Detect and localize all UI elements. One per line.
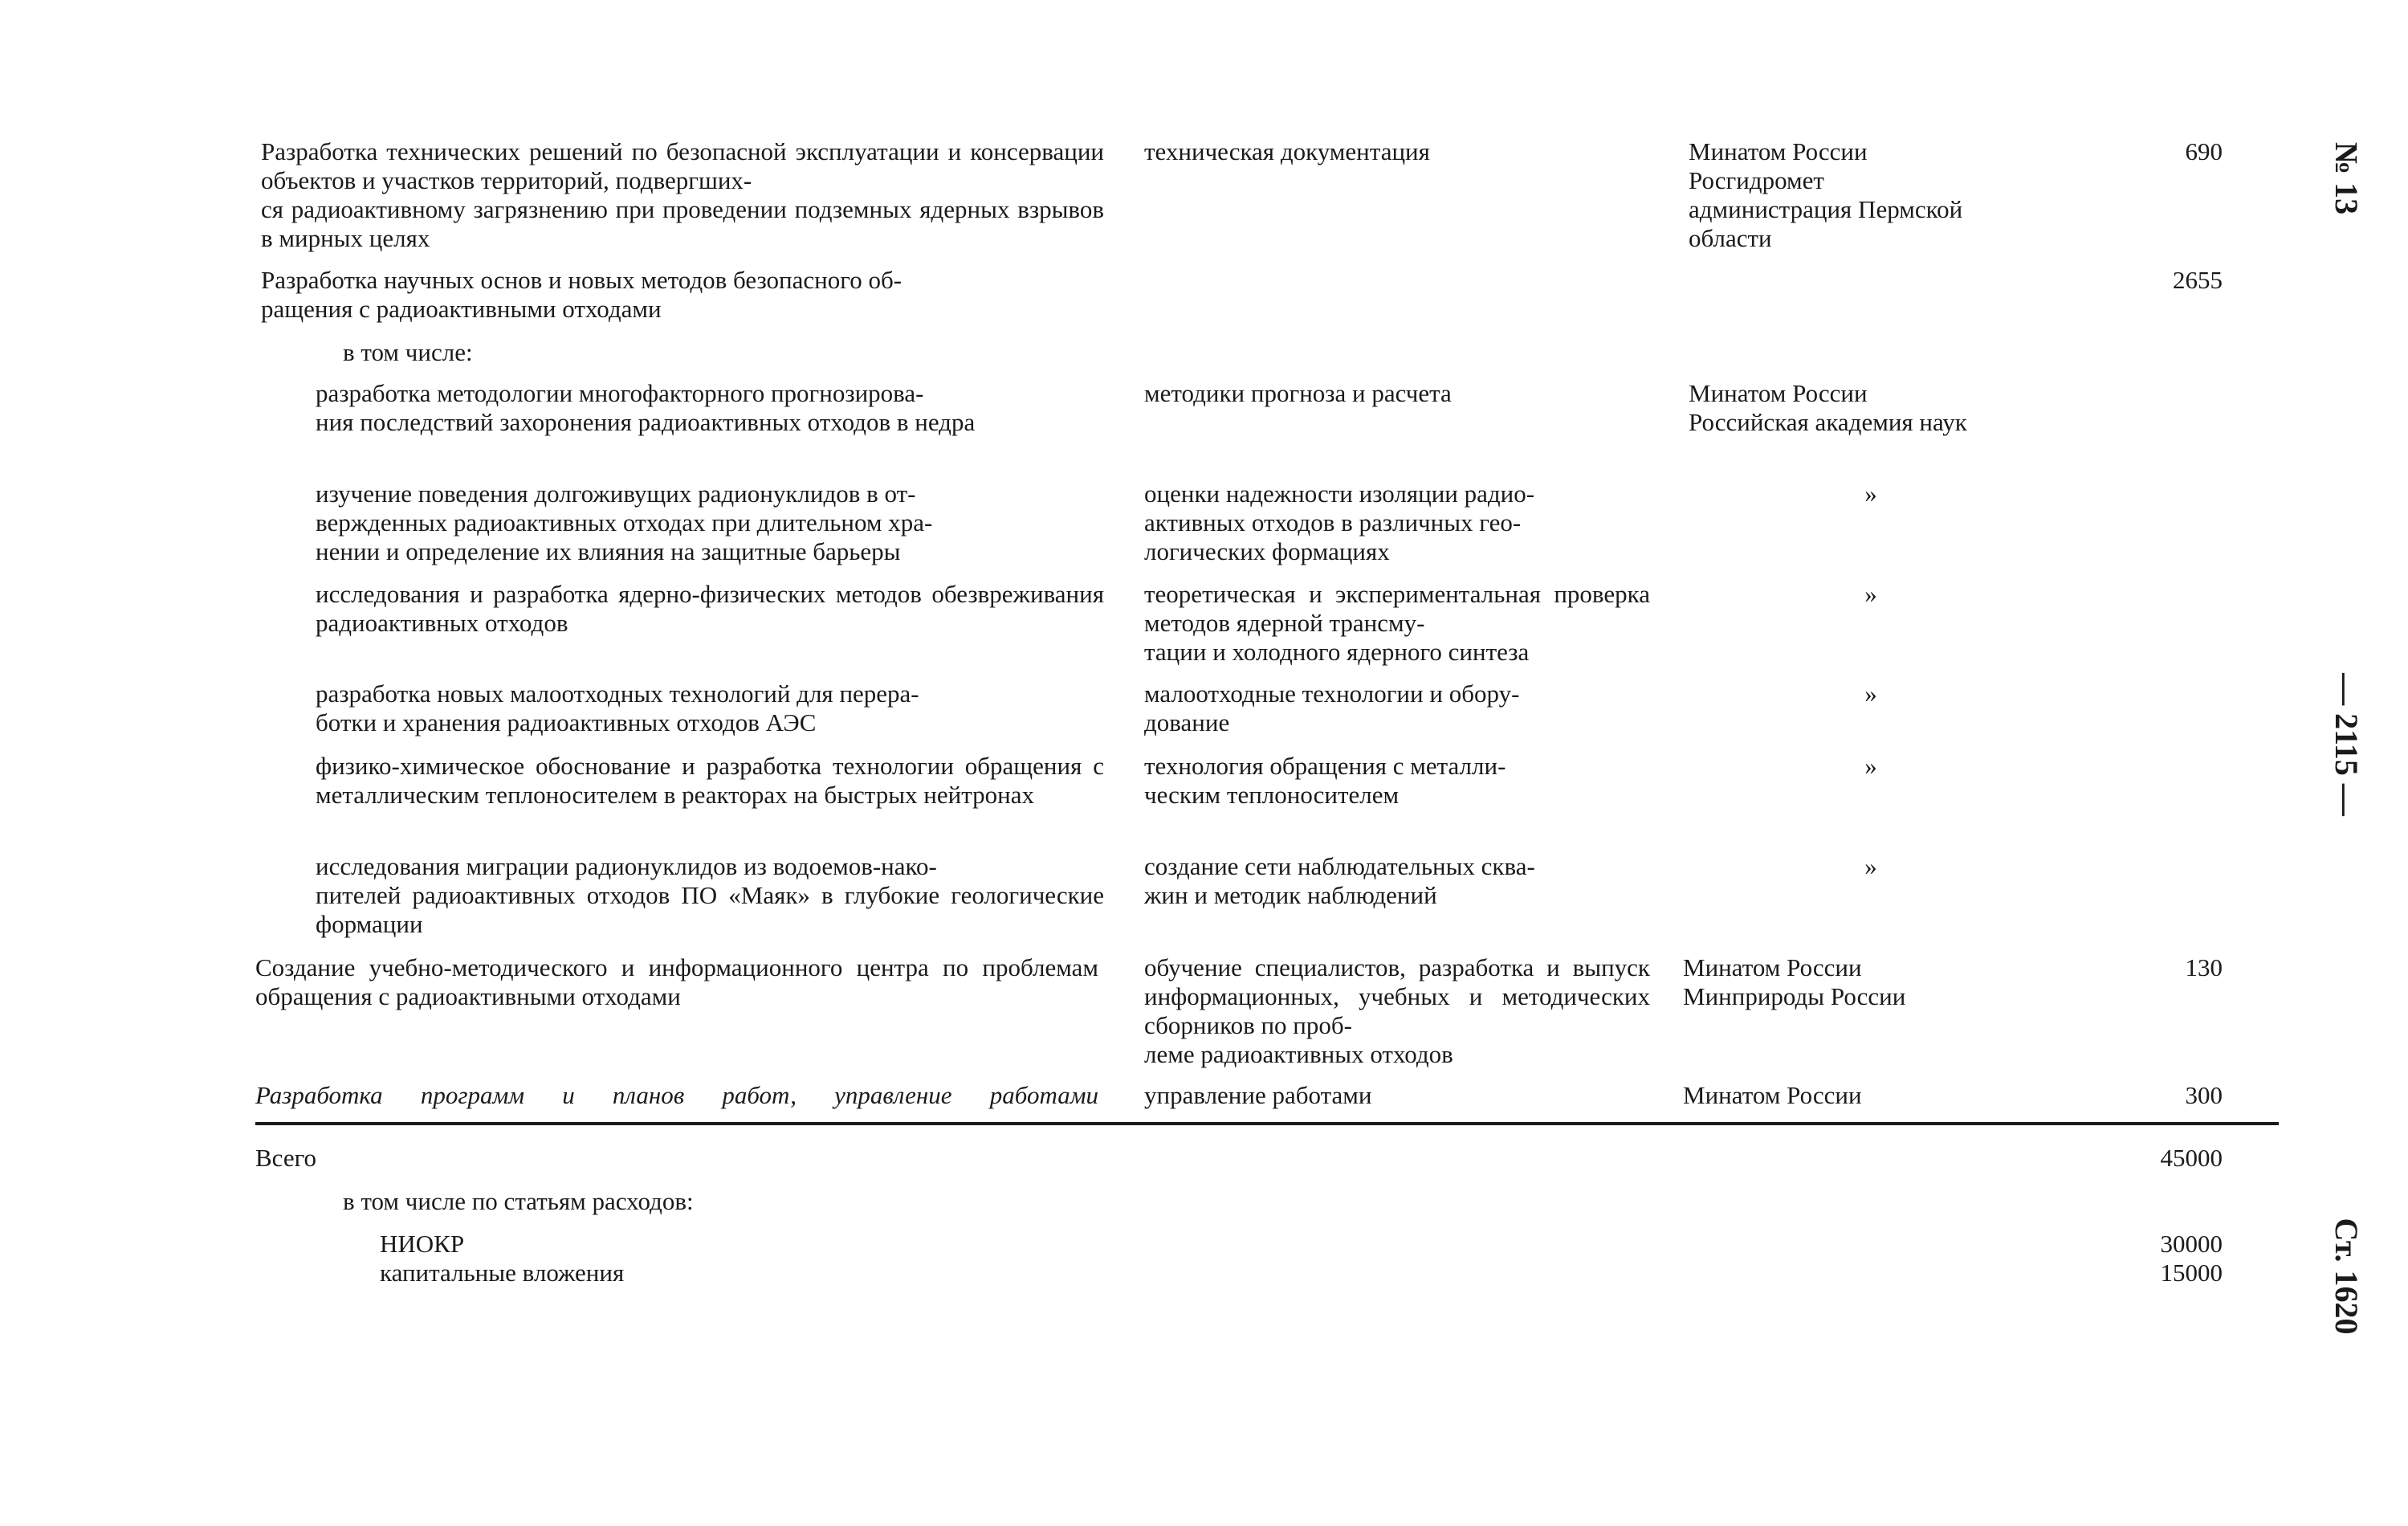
totals-item-label: капитальные вложения	[380, 1259, 625, 1287]
work-result: оценки надежности изоляции радио- активных отходов в различных гео- логических формациях	[1144, 479, 1535, 565]
work-result: малоотходные технологии и обору- дование	[1144, 679, 1520, 736]
ditto-mark: »	[1864, 479, 1877, 508]
work-description: изучение поведения долгоживущих радионуклидов в от- вержденных радиоактивных отходах при длительном хра- нении и определение их влияния на защитные барьеры	[316, 479, 933, 565]
article-number: Ст. 1620	[2329, 1218, 2365, 1335]
work-result: техническая документация	[1144, 137, 1430, 165]
work-result: технология обращения с металли- ческим теплоносителем	[1144, 752, 1506, 809]
work-executors: Минатом России Минприроды России	[1683, 953, 1906, 1010]
totals-item-value: 30000	[2160, 1230, 2223, 1258]
work-description: исследования и разработка ядерно-физических методов обезвреживания радиоактивных отходов	[316, 580, 1104, 637]
issue-number: № 13	[2329, 141, 2365, 215]
work-amount: 300	[2185, 1081, 2223, 1109]
total-value: 45000	[2160, 1144, 2223, 1172]
ditto-mark: »	[1864, 679, 1877, 708]
work-amount: 2655	[2173, 266, 2223, 294]
work-description: Разработка научных основ и новых методов безопасного об- ращения с радиоактивными отходами	[261, 266, 902, 323]
work-executors: Минатом России Росгидромет администрация Пермской области	[1689, 137, 1963, 252]
work-amount: 690	[2185, 137, 2223, 165]
work-result: управление работами	[1144, 1081, 1372, 1109]
ditto-mark: »	[1864, 752, 1877, 780]
work-result: теоретическая и экспериментальная проверка методов ядерной трансму- тации и холодного ядерного синтеза	[1144, 580, 1650, 666]
work-result: создание сети наблюдательных сква- жин и методик наблюдений	[1144, 852, 1535, 909]
ditto-mark: »	[1864, 580, 1877, 608]
table-divider	[255, 1122, 2279, 1125]
work-result: обучение специалистов, разработка и выпуск информационных, учебных и методических сборников по проб- леме радиоактивных отходов	[1144, 953, 1650, 1068]
totals-item-label: НИОКР	[380, 1230, 465, 1258]
work-executors: Минатом России Российская академия наук	[1689, 379, 1967, 436]
breakdown-label: в том числе по статьям расходов:	[343, 1187, 694, 1215]
work-description: исследования миграции радионуклидов из водоемов-нако- пителей радиоактивных отходов ПО «Маяк» в глубокие геологические формации	[316, 852, 1104, 938]
work-description: Разработка программ и планов работ, управление работами	[255, 1081, 1098, 1109]
work-description: Разработка технических решений по безопасной эксплуатации и консервации объектов и участков территорий, подвергших- ся радиоактивному загрязнению при проведении подземных ядерных взрывов в мирных целях	[261, 137, 1104, 252]
work-amount: 130	[2185, 953, 2223, 981]
work-description: разработка новых малоотходных технологий для перера- ботки и хранения радиоактивных отходов АЭС	[316, 679, 919, 736]
total-label: Всего	[255, 1144, 317, 1172]
section-subheading: в том числе:	[343, 338, 473, 366]
work-description: физико-химическое обоснование и разработка технологии обращения с металлическим теплоносителем в реакторах на быстрых нейтронах	[316, 752, 1104, 809]
totals-item-value: 15000	[2160, 1259, 2223, 1287]
work-executors: Минатом России	[1683, 1081, 1862, 1109]
work-description: разработка методологии многофакторного прогнозирова- ния последствий захоронения радиоактивных отходов в недра	[316, 379, 976, 436]
page-number: — 2115 —	[2329, 673, 2365, 816]
work-result: методики прогноза и расчета	[1144, 379, 1452, 407]
ditto-mark: »	[1864, 852, 1877, 880]
work-description: Создание учебно-методического и информационного центра по проблемам обращения с радиоактивными отходами	[255, 953, 1098, 1010]
